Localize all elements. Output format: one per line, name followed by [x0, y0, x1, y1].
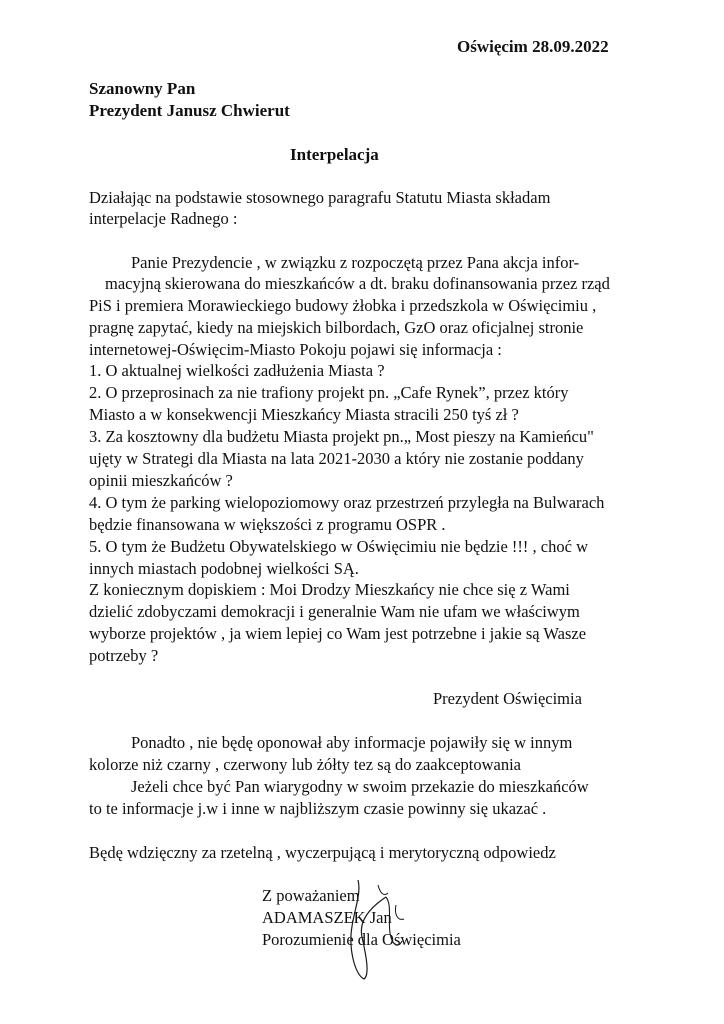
list-item-continuation: będzie finansowana w większości z programu OSPR .: [89, 515, 446, 534]
body-line: dzielić zdobyczami demokracji i generalnie Wam nie ufam we właściwym: [89, 602, 580, 621]
letter-title: Interpelacja: [290, 145, 379, 164]
list-item-continuation: Miasto a w konsekwencji Mieszkańcy Miasta stracili 250 tyś zł ?: [89, 405, 519, 424]
list-item-continuation: ujęty w Strategi dla Miasta na lata 2021-2030 a który nie zostanie poddany: [89, 449, 584, 468]
list-item: 1. O aktualnej wielkości zadłużenia Miasta ?: [89, 361, 385, 380]
body-line: wyborze projektów , ja wiem lepiej co Wam jest potrzebne i jakie są Wasze: [89, 624, 587, 643]
list-item-continuation: innych miastach podobnej wielkości SĄ.: [89, 559, 359, 578]
president-signoff: Prezydent Oświęcimia: [433, 689, 582, 708]
body-line: macyjną skierowana do mieszkańców a dt. braku dofinansowania przez rząd: [105, 274, 610, 293]
signature-name: ADAMASZEK Jan: [262, 908, 392, 927]
signature-regards: Z poważaniem: [262, 886, 360, 905]
closing-line: to te informacje j.w i inne w najbliższym czasie powinny się ukazać .: [89, 799, 547, 818]
body-line: Panie Prezydencie , w związku z rozpoczętą przez Pana akcja infor-: [131, 253, 580, 272]
thanks-line: Będę wdzięczny za rzetelną , wyczerpującą i merytoryczną odpowiedz: [89, 843, 556, 862]
intro-line: interpelacje Radnego :: [89, 209, 238, 228]
closing-line: Ponadto , nie będę oponował aby informacje pojawiły się w innym: [131, 733, 573, 752]
list-item: 4. O tym że parking wielopoziomowy oraz przestrzeń przyległa na Bulwarach: [89, 493, 605, 512]
list-item: 5. O tym że Budżetu Obywatelskiego w Oświęcimiu nie będzie !!! , choć w: [89, 537, 588, 556]
intro-line: Działając na podstawie stosownego paragrafu Statutu Miasta składam: [89, 188, 551, 207]
signature-organization: Porozumienie dla Oświęcimia: [262, 930, 461, 949]
list-item: 2. O przeprosinach za nie trafiony projekt pn. „Cafe Rynek”, przez który: [89, 383, 569, 402]
recipient-salutation: Szanowny Pan: [89, 79, 196, 98]
body-line: potrzeby ?: [89, 646, 159, 665]
body-line: pragnę zapytać, kiedy na miejskich bilbordach, GzO oraz oficjalnej stronie: [89, 318, 584, 337]
body-line: Z koniecznym dopiskiem : Moi Drodzy Mieszkańcy nie chce się z Wami: [89, 580, 570, 599]
closing-line: kolorze niż czarny , czerwony lub żółty tez są do zaakceptowania: [89, 755, 522, 774]
body-line: PiS i premiera Morawieckiego budowy żłobka i przedszkola w Oświęcimiu ,: [89, 296, 597, 315]
list-item: 3. Za kosztowny dla budżetu Miasta projekt pn.„ Most pieszy na Kamieńcu": [89, 427, 594, 446]
recipient-name: Prezydent Janusz Chwierut: [89, 101, 290, 120]
body-line: internetowej-Oświęcim-Miasto Pokoju pojawi się informacja :: [89, 340, 502, 359]
closing-line: Jeżeli chce być Pan wiarygodny w swoim przekazie do mieszkańców: [131, 777, 589, 796]
handwritten-signature: [318, 875, 438, 985]
list-item-continuation: opinii mieszkańców ?: [89, 471, 233, 490]
letter-date: Oświęcim 28.09.2022: [457, 37, 609, 56]
